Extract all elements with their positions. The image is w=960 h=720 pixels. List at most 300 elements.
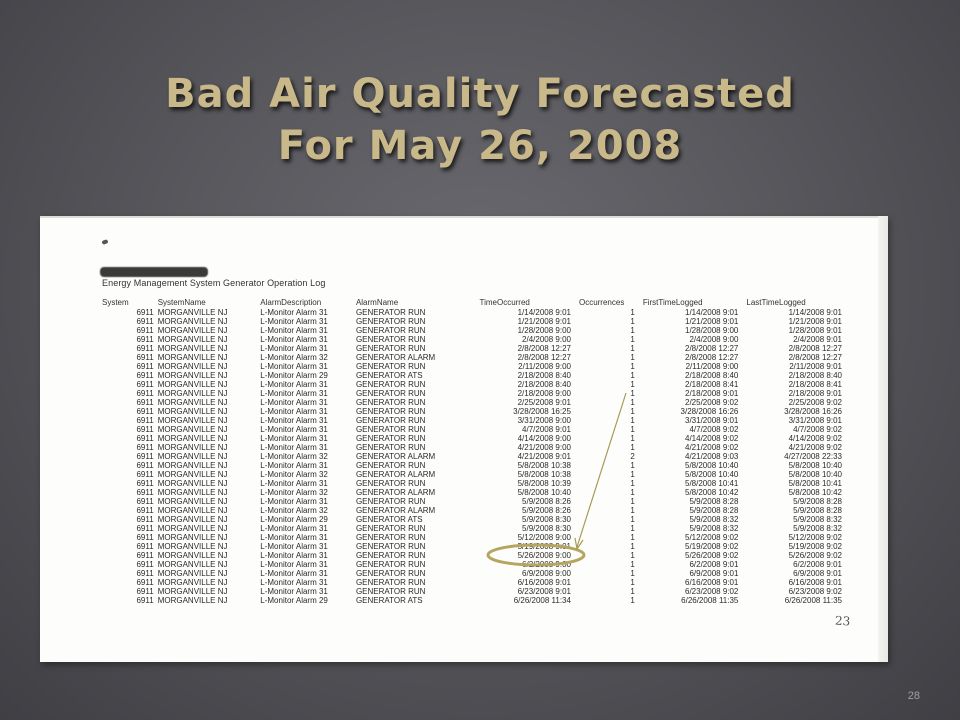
table-cell: 5/8/2008 10:38 [517, 470, 571, 479]
table-cell: GENERATOR ATS [355, 515, 423, 524]
table-cell: 1 [630, 407, 635, 416]
table-cell: 2/18/2008 9:01 [788, 389, 842, 398]
table-cell: 6/9/2008 9:01 [793, 569, 842, 578]
table-cell: MORGANVILLE NJ [157, 470, 228, 479]
table-row [102, 515, 842, 524]
table-cell: 6/26/2008 11:34 [513, 596, 571, 605]
table-cell: 6911 [136, 407, 154, 416]
table-cell: 2/11/2008 9:00 [518, 362, 571, 371]
table-cell: 1 [630, 497, 635, 506]
table-row [102, 569, 842, 578]
table-cell: 1/21/2008 9:01 [517, 317, 571, 326]
table-cell: 5/12/2008 9:02 [685, 533, 739, 542]
table-cell: 1/28/2008 9:00 [517, 326, 571, 335]
table-cell: MORGANVILLE NJ [157, 596, 228, 605]
table-cell: 2/25/2008 9:01 [517, 398, 571, 407]
table-cell: L-Monitor Alarm 31 [260, 434, 328, 443]
table-cell: GENERATOR RUN [355, 335, 426, 344]
table-cell: 6911 [136, 371, 154, 380]
table-cell: 1 [630, 569, 635, 578]
table-row [102, 335, 842, 344]
table-cell: L-Monitor Alarm 32 [260, 353, 328, 362]
table-cell: 2/25/2008 9:02 [788, 398, 842, 407]
table-row [102, 425, 842, 434]
table-cell: 6911 [136, 497, 154, 506]
table-cell: GENERATOR ALARM [355, 452, 436, 461]
table-cell: 1 [630, 425, 635, 434]
table-cell: 6/16/2008 9:01 [685, 578, 739, 587]
table-cell: 5/19/2008 9:02 [685, 542, 739, 551]
table-cell: 5/8/2008 10:38 [517, 461, 571, 470]
table-row [102, 542, 842, 551]
table-cell: 1 [630, 470, 635, 479]
table-cell: MORGANVILLE NJ [157, 344, 228, 353]
table-cell: 6911 [136, 380, 154, 389]
table-cell: 4/14/2008 9:02 [788, 434, 842, 443]
scanned-document [40, 216, 888, 662]
table-cell: L-Monitor Alarm 31 [260, 578, 328, 587]
table-cell: 6/23/2008 9:02 [685, 587, 739, 596]
table-cell: MORGANVILLE NJ [157, 317, 228, 326]
table-cell: 3/31/2008 9:01 [788, 416, 842, 425]
redaction-mark [100, 267, 208, 277]
table-cell: 6911 [136, 578, 154, 587]
table-cell: 1/14/2008 9:01 [517, 308, 571, 317]
scan-edge [40, 216, 888, 218]
table-cell: 5/12/2008 9:00 [517, 533, 571, 542]
table-cell: MORGANVILLE NJ [157, 488, 228, 497]
table-cell: GENERATOR RUN [355, 398, 426, 407]
table-cell: MORGANVILLE NJ [157, 443, 228, 452]
column-header: Occurrences [578, 298, 625, 307]
column-header: SystemName [157, 298, 206, 307]
table-cell: 6911 [136, 551, 154, 560]
table-row [102, 353, 842, 362]
table-cell: 5/9/2008 8:26 [522, 506, 571, 515]
table-cell: 6911 [136, 560, 154, 569]
table-cell: 1 [630, 560, 635, 569]
table-cell: 1/14/2008 9:01 [788, 308, 842, 317]
table-cell: L-Monitor Alarm 31 [260, 425, 328, 434]
table-row [102, 443, 842, 452]
table-cell: MORGANVILLE NJ [157, 524, 228, 533]
table-cell: GENERATOR ALARM [355, 506, 436, 515]
table-cell: MORGANVILLE NJ [157, 533, 228, 542]
table-cell: 5/12/2008 9:02 [788, 533, 842, 542]
table-cell: 6911 [136, 533, 154, 542]
table-cell: 6911 [136, 335, 154, 344]
table-cell: 1 [630, 308, 635, 317]
table-row [102, 551, 842, 560]
table-cell: 3/28/2008 16:26 [784, 407, 842, 416]
table-cell: GENERATOR RUN [355, 425, 426, 434]
table-cell: 2/8/2008 12:27 [788, 344, 842, 353]
table-cell: L-Monitor Alarm 29 [260, 371, 328, 380]
table-cell: 5/8/2008 10:39 [517, 479, 571, 488]
table-row [102, 389, 842, 398]
table-cell: 1 [630, 587, 635, 596]
table-cell: L-Monitor Alarm 31 [260, 326, 328, 335]
table-cell: 1 [630, 389, 635, 398]
table-cell: 1 [630, 326, 635, 335]
table-cell: 1 [630, 317, 635, 326]
table-cell: 5/9/2008 8:32 [793, 524, 842, 533]
table-cell: 3/28/2008 16:25 [513, 407, 571, 416]
table-cell: 5/8/2008 10:40 [517, 488, 571, 497]
table-cell: 4/14/2008 9:00 [517, 434, 571, 443]
table-cell: 1 [630, 533, 635, 542]
generator-log-table [102, 297, 842, 605]
table-cell: 6911 [136, 443, 154, 452]
table-cell: 2/11/2008 9:00 [685, 362, 739, 371]
table-cell: 5/9/2008 8:30 [522, 524, 571, 533]
table-cell: 6/16/2008 9:01 [788, 578, 842, 587]
table-row [102, 488, 842, 497]
table-row [102, 434, 842, 443]
table-row [102, 308, 842, 317]
table-cell: 1 [630, 578, 635, 587]
table-row [102, 461, 842, 470]
table-cell: 5/19/2008 9:01 [517, 542, 571, 551]
table-cell: 5/8/2008 10:41 [685, 479, 739, 488]
table-cell: 1 [630, 524, 635, 533]
table-cell: L-Monitor Alarm 31 [260, 524, 328, 533]
table-cell: MORGANVILLE NJ [157, 398, 228, 407]
table-cell: 2/18/2008 9:00 [517, 389, 571, 398]
table-row [102, 560, 842, 569]
table-cell: 1 [630, 434, 635, 443]
table-cell: L-Monitor Alarm 31 [260, 560, 328, 569]
table-cell: GENERATOR RUN [355, 362, 426, 371]
table-cell: 6911 [136, 506, 154, 515]
table-cell: L-Monitor Alarm 31 [260, 398, 328, 407]
table-cell: 6911 [136, 416, 154, 425]
table-cell: L-Monitor Alarm 31 [260, 497, 328, 506]
table-row [102, 578, 842, 587]
table-cell: 5/9/2008 8:26 [522, 497, 571, 506]
table-cell: 6911 [136, 362, 154, 371]
table-cell: 5/8/2008 10:40 [788, 470, 842, 479]
table-cell: GENERATOR RUN [355, 524, 426, 533]
table-cell: MORGANVILLE NJ [157, 326, 228, 335]
table-row [102, 380, 842, 389]
table-row [102, 587, 842, 596]
table-cell: 6911 [136, 479, 154, 488]
table-row [102, 506, 842, 515]
table-cell: 1 [630, 335, 635, 344]
table-cell: MORGANVILLE NJ [157, 416, 228, 425]
table-cell: 2/18/2008 8:40 [685, 371, 739, 380]
table-cell: 6911 [136, 326, 154, 335]
table-cell: 4/21/2008 9:02 [788, 443, 842, 452]
table-cell: GENERATOR RUN [355, 479, 426, 488]
table-cell: GENERATOR ATS [355, 371, 423, 380]
table-cell: GENERATOR RUN [355, 344, 426, 353]
table-cell: MORGANVILLE NJ [157, 461, 228, 470]
table-cell: 4/27/2008 22:33 [784, 452, 842, 461]
table-cell: 6/26/2008 11:35 [681, 596, 739, 605]
table-cell: GENERATOR RUN [355, 578, 426, 587]
table-cell: 1/28/2008 9:00 [685, 326, 739, 335]
table-cell: L-Monitor Alarm 29 [260, 515, 328, 524]
table-cell: L-Monitor Alarm 31 [260, 569, 328, 578]
table-cell: GENERATOR RUN [355, 326, 426, 335]
table-cell: 6911 [136, 425, 154, 434]
handwritten-note: 23 [834, 613, 851, 629]
table-cell: 5/26/2008 9:02 [685, 551, 739, 560]
table-cell: L-Monitor Alarm 31 [260, 443, 328, 452]
table-cell: 6911 [136, 515, 154, 524]
table-cell: 3/31/2008 9:00 [517, 416, 571, 425]
table-cell: 4/14/2008 9:02 [685, 434, 739, 443]
table-row [102, 524, 842, 533]
table-cell: 1 [630, 596, 635, 605]
table-cell: MORGANVILLE NJ [157, 335, 228, 344]
column-header: LastTimeLogged [746, 298, 806, 307]
table-cell: 6911 [136, 542, 154, 551]
table-cell: 5/8/2008 10:40 [685, 470, 739, 479]
table-cell: 2/18/2008 9:01 [685, 389, 739, 398]
table-cell: GENERATOR RUN [355, 443, 426, 452]
table-cell: 6911 [136, 569, 154, 578]
column-header: FirstTimeLogged [642, 298, 703, 307]
table-row [102, 344, 842, 353]
table-cell: 5/8/2008 10:41 [788, 479, 842, 488]
table-cell: MORGANVILLE NJ [157, 479, 228, 488]
table-cell: GENERATOR RUN [355, 542, 426, 551]
table-cell: 1 [630, 551, 635, 560]
table-cell: L-Monitor Alarm 31 [260, 362, 328, 371]
table-cell: L-Monitor Alarm 31 [260, 533, 328, 542]
table-cell: MORGANVILLE NJ [157, 587, 228, 596]
table-cell: 1 [630, 488, 635, 497]
table-cell: L-Monitor Alarm 31 [260, 317, 328, 326]
table-body [102, 308, 842, 605]
table-cell: GENERATOR RUN [355, 551, 426, 560]
table-cell: 2/18/2008 8:41 [788, 380, 842, 389]
table-cell: MORGANVILLE NJ [157, 308, 228, 317]
table-cell: 2/4/2008 9:00 [689, 335, 739, 344]
table-cell: 1 [630, 344, 635, 353]
column-header: TimeOccurred [479, 298, 530, 307]
table-cell: 6911 [136, 587, 154, 596]
table-cell: 6/26/2008 11:35 [784, 596, 842, 605]
table-cell: MORGANVILLE NJ [157, 578, 228, 587]
table-cell: MORGANVILLE NJ [157, 542, 228, 551]
table-cell: 5/9/2008 8:32 [689, 515, 739, 524]
table-cell: L-Monitor Alarm 32 [260, 470, 328, 479]
log-title: Energy Management System Generator Operation Log [102, 278, 326, 288]
table-cell: 2/8/2008 12:27 [685, 353, 739, 362]
table-cell: MORGANVILLE NJ [157, 425, 228, 434]
table-cell: 6911 [136, 308, 154, 317]
table-row [102, 362, 842, 371]
table-cell: 5/9/2008 8:32 [689, 524, 739, 533]
table-cell: 6911 [136, 596, 154, 605]
table-cell: GENERATOR RUN [355, 497, 426, 506]
table-cell: GENERATOR RUN [355, 380, 426, 389]
table-cell: 5/8/2008 10:42 [685, 488, 739, 497]
table-cell: 5/26/2008 9:00 [517, 551, 571, 560]
table-cell: L-Monitor Alarm 31 [260, 416, 328, 425]
table-cell: L-Monitor Alarm 31 [260, 335, 328, 344]
table-cell: 6/9/2008 9:01 [689, 569, 739, 578]
table-cell: 2/8/2008 12:27 [517, 344, 571, 353]
table-cell: L-Monitor Alarm 29 [260, 596, 328, 605]
table-cell: 2/18/2008 8:41 [685, 380, 739, 389]
table-cell: 6/23/2008 9:02 [788, 587, 842, 596]
table-cell: 4/21/2008 9:02 [685, 443, 739, 452]
table-cell: 1 [630, 506, 635, 515]
table-cell: 6911 [136, 524, 154, 533]
table-cell: 3/31/2008 9:01 [685, 416, 739, 425]
table-cell: 2/25/2008 9:02 [685, 398, 739, 407]
table-row [102, 596, 842, 605]
table-cell: 2/4/2008 9:00 [522, 335, 571, 344]
table-row [102, 317, 842, 326]
table-cell: MORGANVILLE NJ [157, 380, 228, 389]
table-cell: 5/19/2008 9:02 [788, 542, 842, 551]
table-cell: 6911 [136, 398, 154, 407]
table-cell: L-Monitor Alarm 32 [260, 452, 328, 461]
table-cell: L-Monitor Alarm 32 [260, 488, 328, 497]
table-cell: GENERATOR ALARM [355, 470, 436, 479]
table-cell: L-Monitor Alarm 31 [260, 407, 328, 416]
table-cell: GENERATOR ATS [355, 596, 423, 605]
column-header: System [102, 298, 129, 307]
table-cell: MORGANVILLE NJ [157, 407, 228, 416]
table-row [102, 371, 842, 380]
table-cell: 1 [630, 380, 635, 389]
table-cell: 6/9/2008 9:00 [522, 569, 571, 578]
table-cell: GENERATOR RUN [355, 389, 426, 398]
scan-shadow-edge [878, 216, 888, 662]
table-row [102, 326, 842, 335]
table-cell: 1 [630, 542, 635, 551]
table-cell: 6911 [136, 389, 154, 398]
table-cell: MORGANVILLE NJ [157, 497, 228, 506]
table-cell: 1 [630, 398, 635, 407]
table-cell: L-Monitor Alarm 31 [260, 542, 328, 551]
table-cell: MORGANVILLE NJ [157, 389, 228, 398]
table-cell: MORGANVILLE NJ [157, 560, 228, 569]
table-cell: GENERATOR RUN [355, 461, 426, 470]
table-cell: 2/18/2008 8:40 [517, 371, 571, 380]
table-cell: GENERATOR RUN [355, 560, 426, 569]
table-cell: MORGANVILLE NJ [157, 434, 228, 443]
table-cell: 1 [630, 461, 635, 470]
table-cell: MORGANVILLE NJ [157, 452, 228, 461]
table-cell: 5/8/2008 10:40 [788, 461, 842, 470]
table-cell: 4/7/2008 9:02 [793, 425, 842, 434]
table-cell: 5/9/2008 8:32 [793, 515, 842, 524]
slide-number: 28 [907, 690, 920, 702]
table-cell: 6911 [136, 452, 154, 461]
table-cell: L-Monitor Alarm 32 [260, 506, 328, 515]
table-row [102, 470, 842, 479]
slide-title [0, 68, 960, 172]
table-cell: 1/14/2008 9:01 [685, 308, 739, 317]
table-cell: 5/9/2008 8:28 [689, 506, 739, 515]
table-cell: GENERATOR RUN [355, 569, 426, 578]
table-cell: 1 [630, 362, 635, 371]
table-cell: 3/28/2008 16:26 [680, 407, 739, 416]
slide-title-line-2: For May 26, 2008 [277, 123, 683, 169]
table-cell: 1 [630, 479, 635, 488]
table-cell: 5/9/2008 8:28 [689, 497, 739, 506]
table-cell: GENERATOR RUN [355, 533, 426, 542]
table-cell: 2/8/2008 12:27 [788, 353, 842, 362]
table-cell: GENERATOR ALARM [355, 488, 436, 497]
table-cell: 6/2/2008 9:01 [689, 560, 739, 569]
table-cell: 6911 [136, 461, 154, 470]
column-header: AlarmDescription [260, 298, 322, 307]
table-row [102, 452, 842, 461]
table-header-row [102, 297, 842, 308]
table-cell: 4/21/2008 9:00 [517, 443, 571, 452]
table-cell: L-Monitor Alarm 31 [260, 344, 328, 353]
scan-speck [101, 239, 108, 245]
table-cell: 6/2/2008 9:00 [522, 560, 571, 569]
table-cell: L-Monitor Alarm 31 [260, 461, 328, 470]
table-cell: 5/9/2008 8:30 [522, 515, 571, 524]
table-cell: 4/21/2008 9:03 [685, 452, 739, 461]
slide-title-line-1: Bad Air Quality Forecasted [165, 71, 795, 117]
table-cell: 2/11/2008 9:01 [789, 362, 842, 371]
table-row [102, 497, 842, 506]
table-cell: 2/4/2008 9:01 [793, 335, 842, 344]
table-cell: 6911 [136, 317, 154, 326]
table-cell: L-Monitor Alarm 31 [260, 551, 328, 560]
table-cell: 6/23/2008 9:01 [517, 587, 571, 596]
table-cell: GENERATOR ALARM [355, 353, 436, 362]
table-cell: 1 [630, 515, 635, 524]
table-cell: 1 [630, 443, 635, 452]
table-cell: 1/21/2008 9:01 [685, 317, 739, 326]
table-cell: 5/9/2008 8:28 [793, 497, 842, 506]
table-cell: 6911 [136, 470, 154, 479]
table-cell: GENERATOR RUN [355, 407, 426, 416]
table-cell: 6911 [136, 344, 154, 353]
table-row [102, 398, 842, 407]
table-cell: L-Monitor Alarm 31 [260, 380, 328, 389]
table-cell: GENERATOR RUN [355, 587, 426, 596]
table-cell: 6/2/2008 9:01 [793, 560, 842, 569]
table-row [102, 479, 842, 488]
table-cell: MORGANVILLE NJ [157, 362, 228, 371]
table-cell: 1/28/2008 9:01 [788, 326, 842, 335]
table-cell: 4/7/2008 9:02 [689, 425, 739, 434]
table-cell: 4/7/2008 9:01 [522, 425, 571, 434]
table-cell: 5/8/2008 10:42 [788, 488, 842, 497]
table-cell: 2/8/2008 12:27 [685, 344, 739, 353]
table-cell: 2/18/2008 8:40 [788, 371, 842, 380]
table-cell: 4/21/2008 9:01 [517, 452, 571, 461]
table-cell: GENERATOR RUN [355, 434, 426, 443]
table-cell: 6911 [136, 488, 154, 497]
table-cell: MORGANVILLE NJ [157, 515, 228, 524]
table-cell: 5/8/2008 10:40 [685, 461, 739, 470]
table-cell: L-Monitor Alarm 31 [260, 479, 328, 488]
table-cell: 2 [630, 452, 635, 461]
table-cell: 1 [630, 353, 635, 362]
table-row [102, 533, 842, 542]
table-cell: 5/9/2008 8:28 [793, 506, 842, 515]
table-cell: 6/16/2008 9:01 [517, 578, 571, 587]
column-header: AlarmName [355, 298, 399, 307]
table-cell: 1/21/2008 9:01 [788, 317, 842, 326]
table-cell: MORGANVILLE NJ [157, 569, 228, 578]
